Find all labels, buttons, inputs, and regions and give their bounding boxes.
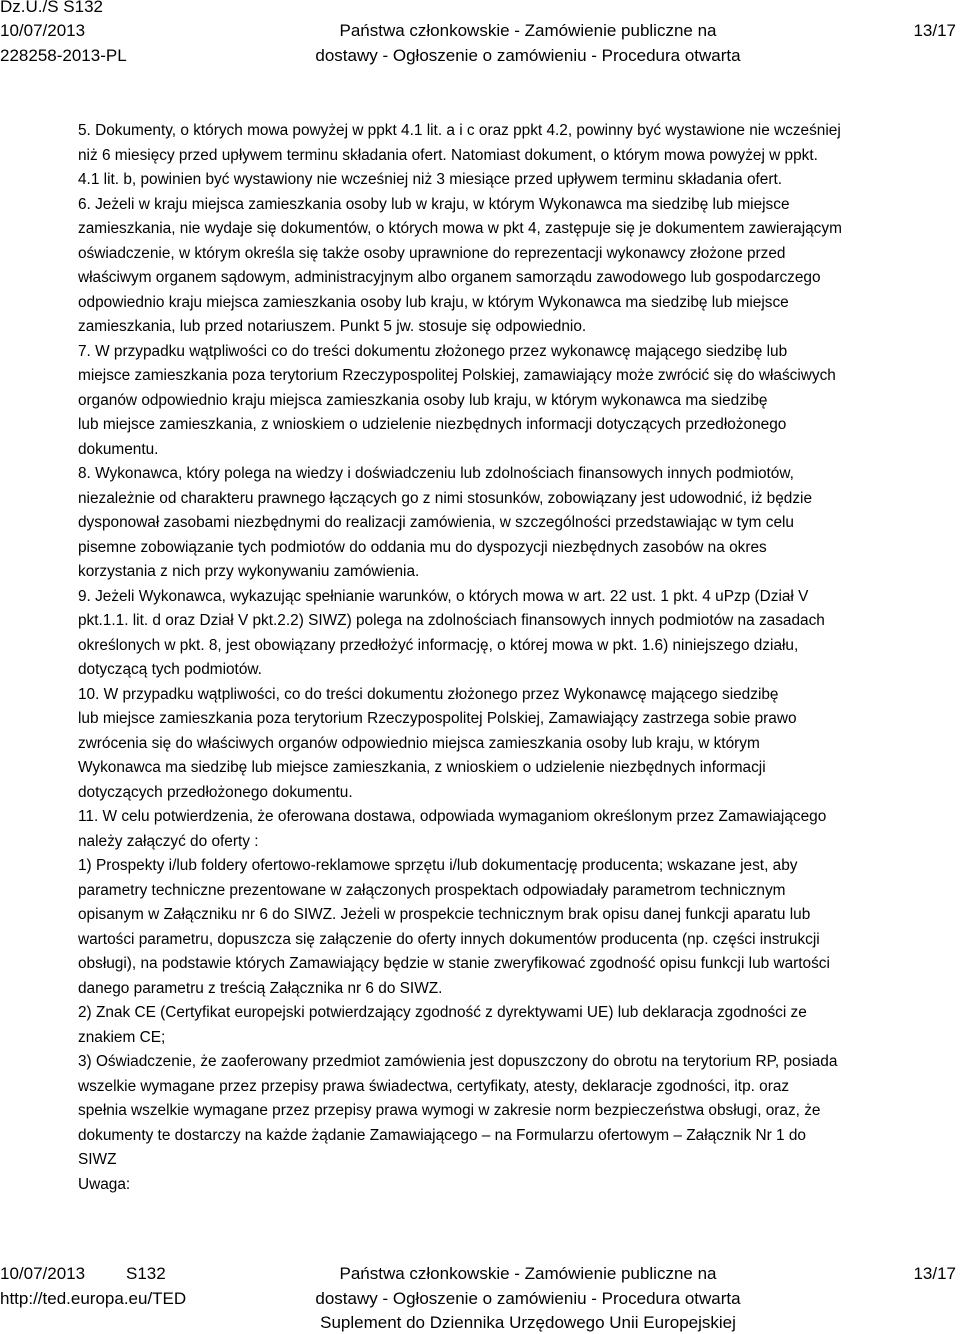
body-line: 1) Prospekty i/lub foldery ofertowo-reklamowe sprzętu i/lub dokumentację producenta; wskazane jest, aby — [78, 857, 798, 874]
body-line: 2) Znak CE (Certyfikat europejski potwierdzający zgodność z dyrektywami UE) lub deklaracja zgodności ze — [78, 1004, 807, 1021]
body-line: Wykonawca ma siedzibę lub miejsce zamieszkania, z wnioskiem o udzielenie niezbędnych informacji — [78, 759, 766, 776]
header-publication-id: Dz.U./S S132 — [0, 0, 103, 16]
header-title-line1: Państwa członkowskie - Zamówienie publiczne na — [339, 21, 717, 40]
body-line: organów odpowiednio kraju miejsca zamieszkania osoby lub kraju, w którym wykonawca ma siedzibę — [78, 391, 768, 409]
body-line: 10. W przypadku wątpliwości, co do treści dokumentu złożonego przez Wykonawcę mającego siedzibę — [78, 685, 779, 703]
header-date: 10/07/2013 — [0, 21, 86, 40]
footer-supplement: Suplement do Dziennika Urzędowego Unii Europejskiej — [320, 1313, 736, 1332]
body-line: określonych w pkt. 8, jest obowiązany przedłożyć informację, o której mowa w pkt. 1.6) niniejszego działu, — [78, 636, 799, 654]
body-line: obsługi), na podstawie których Zamawiający będzie w stanie zweryfikować zgodność opisu funkcji lub wartości — [78, 955, 830, 972]
body-line: właściwym organem sądowym, administracyjnym albo organem samorządu zawodowego lub gospodarczego — [78, 269, 821, 286]
body-line: 9. Jeżeli Wykonawca, wykazując spełnianie warunków, o których mowa w art. 22 ust. 1 pkt. 4 uPzp (Dział V — [78, 587, 809, 605]
body-line: zwrócenia się do właściwych organów odpowiednio miejsca zamieszkania osoby lub kraju, w którym — [78, 734, 760, 752]
footer-title-line1: Państwa członkowskie - Zamówienie publiczne na — [339, 1264, 717, 1283]
body-line: odpowiednio kraju miejsca zamieszkania osoby lub kraju, w którym Wykonawca ma siedzibę lub miejsce — [78, 293, 789, 311]
body-line: należy załączyć do oferty : — [78, 832, 259, 850]
body-line: lub miejsce zamieszkania, z wnioskiem o udzielenie niezbędnych informacji dotyczących przedłożonego — [78, 416, 787, 433]
body-line: lub miejsce zamieszkania poza terytorium Rzeczypospolitej Polskiej, Zamawiający zastrzega sobie prawo — [78, 710, 797, 727]
body-line: dotyczącą tych podmiotów. — [78, 661, 262, 678]
body-line: miejsce zamieszkania poza terytorium Rzeczypospolitej Polskiej, zamawiający może zwrócić się do właściwych — [78, 367, 836, 384]
body-line: pkt.1.1. lit. d oraz Dział V pkt.2.2) SIWZ) polega na zdolnościach finansowych innych podmiotów na zasadach — [78, 612, 825, 629]
header-title-line2: dostawy - Ogłoszenie o zamówieniu - Procedura otwarta — [315, 46, 741, 65]
body-line: 5. Dokumenty, o których mowa powyżej w ppkt 4.1 lit. a i c oraz ppkt 4.2, powinny być wystawione nie wcześniej — [78, 122, 841, 139]
body-line: 6. Jeżeli w kraju miejsca zamieszkania osoby lub w kraju, w którym Wykonawca ma siedzibę lub miejsce — [78, 195, 790, 213]
body-line: spełnia wszelkie wymagane przez przepisy prawa wymogi w zakresie norm bezpieczeństwa obsługi, oraz, że — [78, 1102, 821, 1119]
body-line: dotyczących przedłożonego dokumentu. — [78, 783, 353, 801]
body-line: 4.1 lit. b, powinien być wystawiony nie wcześniej niż 3 miesiące przed upływem terminu składania ofert. — [78, 171, 783, 188]
body-line: znakiem CE; — [78, 1028, 166, 1046]
body-line: 8. Wykonawca, który polega na wiedzy i doświadczeniu lub zdolnościach finansowych innych podmiotów, — [78, 465, 794, 482]
body-line: 11. W celu potwierdzenia, że oferowana dostawa, odpowiada wymaganiom określonym przez Zamawiającego — [78, 808, 827, 825]
footer-url-link[interactable]: http://ted.europa.eu/TED — [0, 1289, 187, 1308]
footer-date: 10/07/2013 — [0, 1264, 86, 1283]
body-line: SIWZ — [78, 1151, 117, 1168]
body-line: dokumenty te dostarczy na każde żądanie Zamawiającego – na Formularzu ofertowym – Załącznik Nr 1 do — [78, 1126, 806, 1144]
body-line: zamieszkania, nie wydaje się dokumentów, o których mowa w pkt 4, zastępuje się je dokumentem zawierającym — [78, 220, 842, 237]
body-line: danego parametru z treścią Załącznika nr 6 do SIWZ. — [78, 979, 443, 997]
body-line: wartości parametru, dopuszcza się załączenie do oferty innych dokumentów producenta (np. części instrukcji — [78, 930, 820, 948]
footer-title-line2: dostawy - Ogłoszenie o zamówieniu - Procedura otwarta — [315, 1289, 741, 1308]
header-notice-number: 228258-2013-PL — [0, 46, 127, 65]
body-line: dysponował zasobami niezbędnymi do realizacji zamówienia, w szczególności przedstawiając w tym celu — [78, 514, 794, 531]
body-line: oświadczenie, w którym określa się także osoby uprawnione do reprezentacji wykonawcy złożone przed — [78, 244, 786, 262]
body-line: zamieszkania, lub przed notariuszem. Punkt 5 jw. stosuje się odpowiednio. — [78, 318, 587, 335]
body-line: korzystania z nich przy wykonywaniu zamówienia. — [78, 563, 420, 580]
body-line: niezależnie od charakteru prawnego łączących go z nimi stosunków, zobowiązany jest udowodnić, iż będzie — [78, 489, 813, 507]
footer-page-number: 13/17 — [913, 1264, 956, 1283]
header-page-number: 13/17 — [913, 21, 956, 40]
body-line: 7. W przypadku wątpliwości co do treści dokumentu złożonego przez wykonawcę mającego siedzibę lub — [78, 342, 788, 360]
body-line: opisanym w Załączniku nr 6 do SIWZ. Jeżeli w prospekcie technicznym brak opisu danej funkcji aparatu lub — [78, 906, 811, 923]
body-line: niż 6 miesięcy przed upływem terminu składania ofert. Natomiast dokument, o którym mowa powyżej w ppkt. — [78, 146, 818, 164]
body-line: dokumentu. — [78, 440, 159, 458]
body-line: wszelkie wymagane przez przepisy prawa świadectwa, certyfikaty, atesty, deklaracje zgodności, itp. oraz — [78, 1077, 790, 1095]
document-body — [78, 119, 958, 1197]
body-line: pisemne zobowiązanie tych podmiotów do oddania mu do dyspozycji niezbędnych zasobów na okres — [78, 538, 767, 556]
body-line: parametry techniczne prezentowane w załączonych prospektach odpowiadały parametrom technicznym — [78, 881, 786, 899]
body-line: Uwaga: — [78, 1175, 131, 1193]
footer-issue: S132 — [126, 1264, 166, 1283]
body-line: 3) Oświadczenie, że zaoferowany przedmiot zamówienia jest dopuszczony do obrotu na terytorium RP, posiada — [78, 1053, 838, 1070]
